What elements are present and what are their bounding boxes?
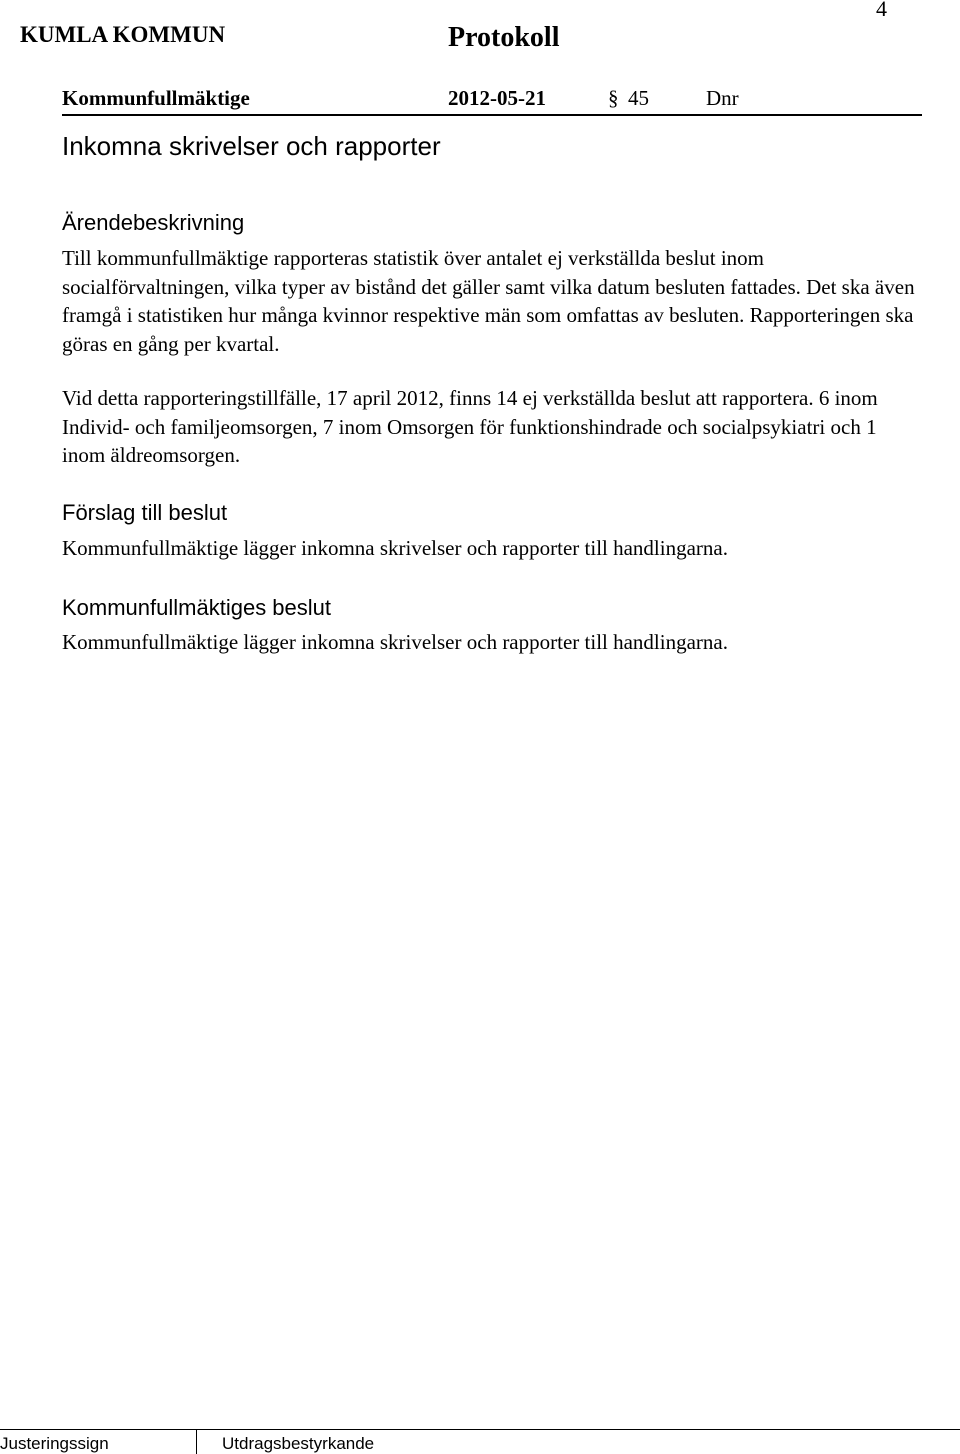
page-number: 4 bbox=[876, 0, 887, 21]
section-number: 45 bbox=[628, 86, 649, 110]
footer-divider-line bbox=[0, 1429, 960, 1430]
arende-heading: Ärendebeskrivning bbox=[62, 210, 245, 235]
dnr-label: Dnr bbox=[706, 86, 739, 110]
forslag-heading: Förslag till beslut bbox=[62, 500, 228, 525]
meeting-date: 2012-05-21 bbox=[448, 86, 546, 110]
beslut-text: Kommunfullmäktige lägger inkomna skrivelser och rapporter till handlingarna. bbox=[62, 630, 728, 654]
section-symbol: § bbox=[608, 86, 619, 110]
footer-column-divider bbox=[196, 1430, 197, 1454]
arende-paragraph-2: Vid detta rapporteringstillfälle, 17 april 2012, finns 14 ej verkställda beslut att rapportera. 6 inom Individ- och familjeomsorgen, 7 inom Omsorgen för funktionshindrade och socialpsykiatri och 1 inom äldreomsorgen. bbox=[62, 386, 878, 467]
meeting-body: Kommunfullmäktige bbox=[62, 86, 250, 110]
arende-paragraph-1: Till kommunfullmäktige rapporteras statistik över antalet ej verkställda beslut inom socialförvaltningen, vilka typer av bistånd det gäller samt vilka datum besluten fattades. Det ska även framgå i statistiken hur många kvinnor respektive män som omfattas av besluten. Rapporteringen ska göras en gång per kvartal. bbox=[62, 246, 915, 356]
forslag-text: Kommunfullmäktige lägger inkomna skrivelser och rapporter till handlingarna. bbox=[62, 536, 728, 560]
document-type: Protokoll bbox=[448, 22, 560, 53]
page-title: Inkomna skrivelser och rapporter bbox=[62, 131, 441, 161]
certification-label: Utdragsbestyrkande bbox=[222, 1434, 375, 1453]
organization-name: KUMLA KOMMUN bbox=[20, 22, 226, 47]
signature-label: Justeringssign bbox=[0, 1434, 109, 1453]
beslut-heading: Kommunfullmäktiges beslut bbox=[62, 595, 332, 620]
meeting-info-row bbox=[62, 84, 922, 116]
